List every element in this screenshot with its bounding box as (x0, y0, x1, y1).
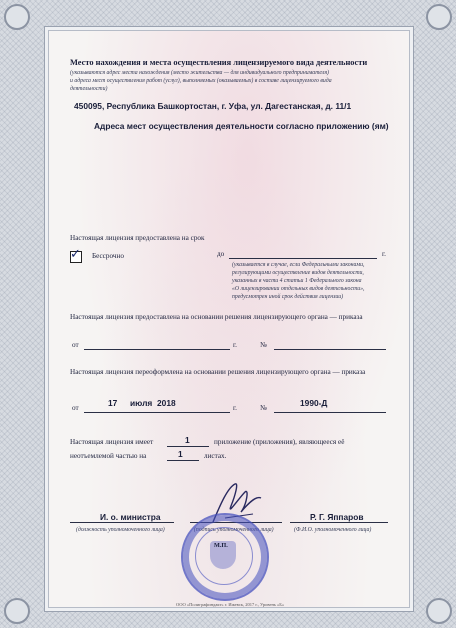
appendix-sheets-prefix: неотъемлемой частью на (70, 452, 147, 460)
basis-year-suffix: г. (233, 341, 237, 349)
basis-number-label: № (260, 341, 267, 349)
name-note: (Ф.И.О. уполномоченного лица) (294, 527, 372, 533)
term-note-4: «О лицензировании отдельных видов деятельности», (232, 286, 365, 292)
appendix-sheets: 1 (178, 449, 183, 459)
address: 450095, Республика Башкортостан, г. Уфа, ул. Дагестанская, д. 11/1 (74, 101, 352, 111)
appendix-sheets-line (167, 460, 199, 461)
basis-from-label: от (72, 341, 79, 349)
corner-ornament (426, 4, 452, 30)
appendix-count-line (167, 446, 209, 447)
reissue-month: июля (130, 398, 153, 408)
basis-number-line (274, 349, 386, 350)
until-label: до (217, 250, 225, 258)
appendix-prefix: Настоящая лицензия имеет (70, 438, 154, 446)
printer-imprint: ООО «Полиграфиндакт» г. Ижевск, 2017 г., Уровень «Б» (176, 602, 285, 607)
corner-ornament (426, 598, 452, 624)
reissue-number-label: № (260, 404, 267, 412)
location-note-3: деятельности) (70, 86, 108, 92)
official-seal-icon (181, 513, 269, 601)
reissue-label: Настоящая лицензия переоформлена на основании решения лицензирующего органа — приказа (70, 368, 366, 376)
appendix-suffix: приложение (приложения), являющееся её (214, 438, 345, 446)
indefinite-label: Бессрочно (92, 252, 124, 260)
term-note-1: (указывается в случае, если Федеральными законами, (232, 262, 365, 268)
position: И. о. министра (100, 512, 161, 522)
reissue-year-suffix: г. (233, 404, 237, 412)
location-note-1: (указываются адрес места нахождения (место жительства — для индивидуального предпринимателя) (70, 70, 329, 76)
term-note-3: указанных в части 4 статьи 1 Федерального закона (232, 278, 362, 284)
appendix-count: 1 (185, 435, 190, 445)
corner-ornament (4, 598, 30, 624)
signature-note: (подпись уполномоченного лица) (194, 527, 274, 533)
reissue-date-line (84, 412, 230, 413)
until-year-suffix: г. (382, 250, 386, 258)
signatory-name: Р. Г. Яппаров (310, 512, 364, 522)
stamp-placeholder-label: М.П. (214, 542, 228, 549)
appendix-sheets-suffix: листах. (204, 452, 227, 460)
term-note-2: регулирующими осуществление видов деятельности, (232, 270, 364, 276)
location-note-2: и адреса мест осуществления работ (услуг), выполняемых (оказываемых) в составе лицензируемого вида (70, 78, 332, 84)
name-line (290, 522, 388, 523)
reissue-number-line (274, 412, 386, 413)
basis-date-line (84, 349, 230, 350)
position-line (70, 522, 174, 523)
reissue-from-label: от (72, 404, 79, 412)
addresses-per-appendix: Адреса мест осуществления деятельности согласно приложению (ям) (94, 121, 389, 131)
checkmark-icon: ✓ (70, 247, 81, 262)
reissue-number: 1990-Д (300, 398, 328, 408)
location-heading: Место нахождения и места осуществления лицензируемого вида деятельности (70, 58, 368, 67)
basis-label: Настоящая лицензия предоставлена на основании решения лицензирующего органа — приказа (70, 313, 363, 321)
position-note: (должность уполномоченного лица) (76, 527, 165, 533)
term-label: Настоящая лицензия предоставлена на срок (70, 234, 205, 242)
reissue-day: 17 (108, 398, 118, 408)
until-date-line (229, 258, 377, 259)
corner-ornament (4, 4, 30, 30)
reissue-year: 2018 (157, 398, 176, 408)
term-note-5: предусмотрен иной срок действия лицензии) (232, 294, 344, 300)
